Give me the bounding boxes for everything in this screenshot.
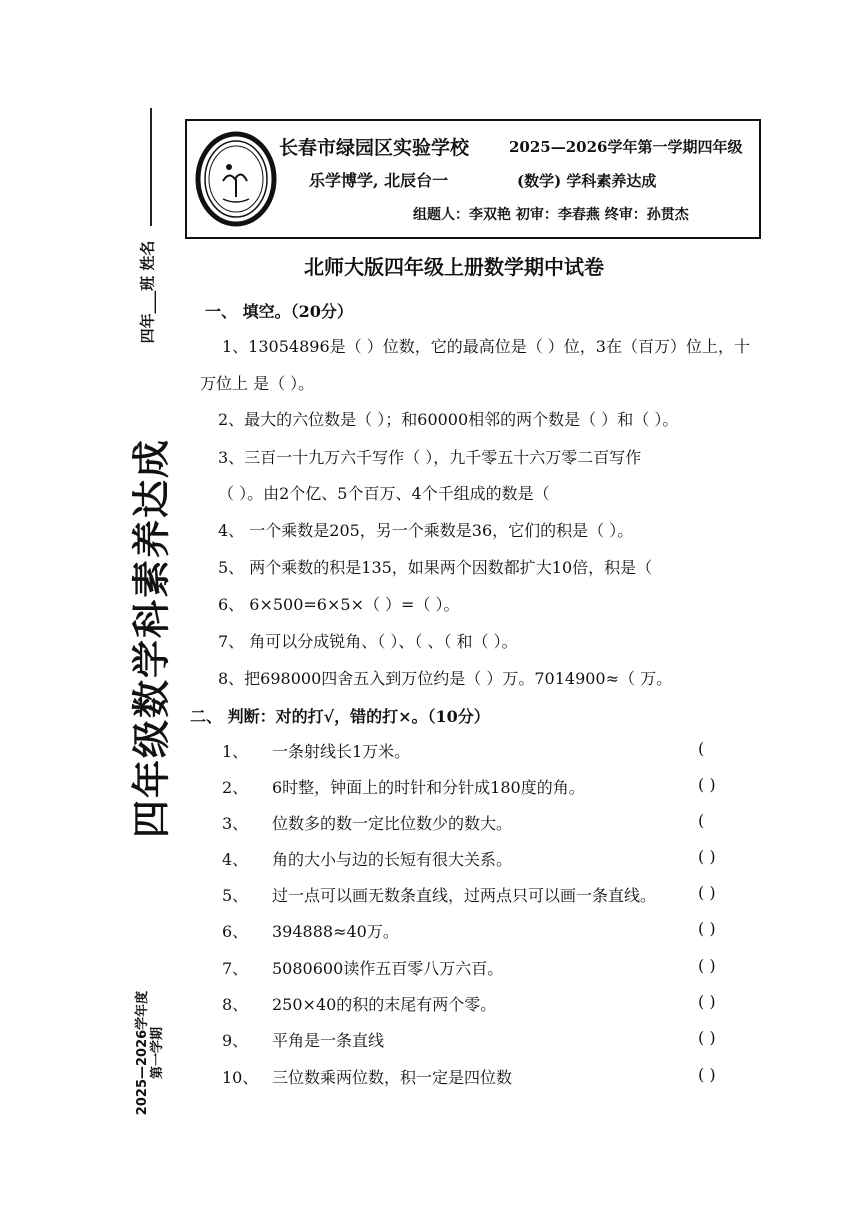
judge-item-no: 5、 [222,886,249,905]
fill-item-6: 6、 6×500=6×5×（ ）=（ ）。 [218,595,460,614]
judge-item-no: 2、 [222,778,249,797]
fill-item-2: 2、最大的六位数是（ ）；和60000相邻的两个数是（ ）和（ ）。 [218,410,679,429]
judge-item-no: 4、 [222,850,249,869]
answer-parens: ( ) [698,775,716,794]
judge-item-no: 8、 [222,995,249,1014]
judge-item-no: 6、 [222,922,249,941]
fill-item-1-cont: 万位上 是（ ）。 [200,374,315,393]
judge-item-no: 7、 [222,959,249,978]
school-name: 长春市绿园区实验学校 [279,137,470,159]
section-2-heading: 二、 判断：对的打√，错的打×。（10分） [190,707,490,726]
judge-item-text: 角的大小与边的长短有很大关系。 [272,850,513,869]
judge-item-text: 250×40的积的末尾有两个零。 [272,995,497,1014]
fill-item-3-cont: （ ）。由2个亿、5个百万、4个千组成的数是（ [218,484,550,503]
judge-item-text: 一条射线长1万米。 [272,742,411,761]
judge-item-text: 三位数乘两位数，积一定是四位数 [272,1068,513,1087]
subject-line: (数学) 学科素养达成 [517,172,657,190]
fill-item-7: 7、 角可以分成锐角、（ ）、（ 、（ 和（ ）。 [218,632,518,651]
exam-title: 北师大版四年级上册数学期中试卷 [304,255,604,279]
answer-parens: ( [698,811,705,830]
judge-item-no: 1、 [222,742,249,761]
fill-item-4: 4、 一个乘数是205，另一个乘数是36，它们的积是（ ）。 [218,521,634,540]
judge-item-no: 9、 [222,1031,249,1050]
answer-parens: ( ) [698,919,716,938]
term-line-1: 2025—2026学年度 [135,990,150,1116]
class-name-field: 四年___班 姓名 [138,240,157,344]
term-label [135,991,165,1115]
fill-item-8: 8、把698000四舍五入到万位约是（ ）万。7014900≈（ 万。 [218,669,673,688]
judge-item-text: 位数多的数一定比位数少的数大。 [272,814,513,833]
judge-item-text: 5080600读作五百零八万六百。 [272,959,504,978]
authors-line: 组题人：李双艳 初审：李春燕 终审：孙贯杰 [413,207,689,223]
judge-item-no: 3、 [222,814,249,833]
answer-parens: ( ) [698,992,716,1011]
judge-item-text: 过一点可以画无数条直线，过两点只可以画一条直线。 [272,886,657,905]
judge-item-text: 平角是一条直线 [272,1031,385,1050]
answer-parens: ( [698,739,705,758]
judge-item-text: 6时整，钟面上的时针和分针成180度的角。 [272,778,585,797]
school-motto: 乐学博学, 北辰台一 [309,171,449,190]
answer-parens: ( ) [698,883,716,902]
header-box [185,119,761,239]
sidebar-title: 四年级数学科素养达成 [129,437,174,839]
school-year: 2025—2026学年第一学期四年级 [509,138,743,156]
answer-parens: ( ) [698,847,716,866]
answer-parens: ( ) [698,1028,716,1047]
school-seal-icon [193,129,279,229]
term-line-2: 第一学期 [150,1027,165,1080]
answer-parens: ( ) [698,1065,716,1084]
section-1-heading: 一、 填空。（20分） [205,302,353,321]
fill-item-3: 3、三百一十九万六千写作（ ），九千零五十六万零二百写作 [218,448,642,467]
fill-item-1: 1、13054896是（ ）位数，它的最高位是（ ）位，3在（百万）位上，十 [222,337,750,356]
name-underline [150,108,152,226]
fill-item-5: 5、 两个乘数的积是135，如果两个因数都扩大10倍，积是（ [218,558,653,577]
judge-item-no: 10、 [222,1068,259,1087]
judge-item-text: 394888≈40万。 [272,922,399,941]
answer-parens: ( ) [698,956,716,975]
